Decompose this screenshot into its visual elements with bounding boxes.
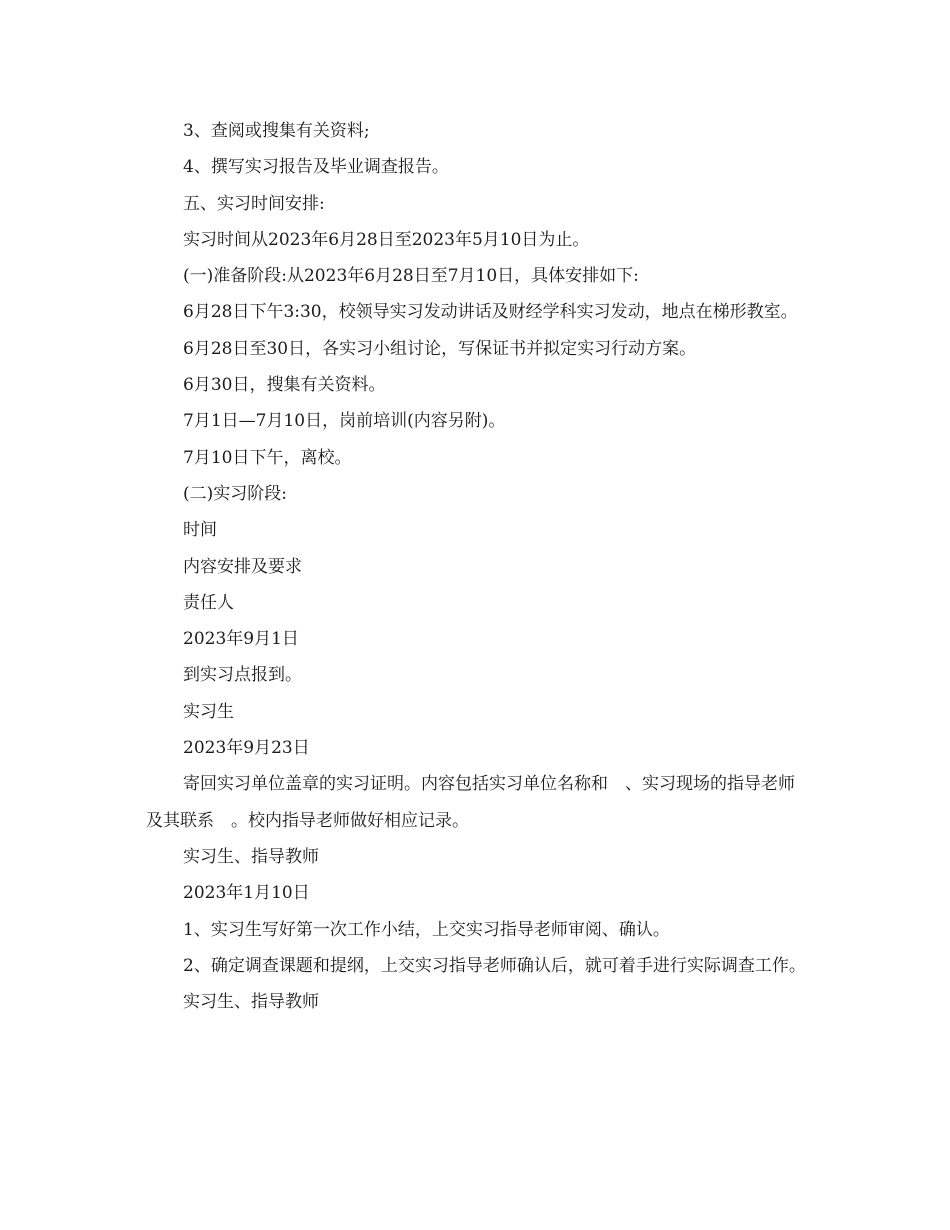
paragraph: 6月30日，搜集有关资料。 bbox=[183, 375, 386, 396]
table-cell: 2023年9月1日 bbox=[183, 629, 299, 650]
table-cell: 2023年1月10日 bbox=[183, 883, 310, 904]
paragraph: 4、撰写实习报告及毕业调查报告。 bbox=[183, 157, 449, 178]
paragraph: 7月1日—7月10日，岗前培训(内容另附)。 bbox=[183, 411, 506, 432]
table-cell: 实习生、指导教师 bbox=[183, 992, 319, 1013]
table-cell: 到实习点报到。 bbox=[183, 665, 302, 686]
table-cell: 2、确定调查课题和提纲，上交实习指导老师确认后，就可着手进行实际调查工作。 bbox=[183, 955, 806, 976]
table-cell: 寄回实习单位盖章的实习证明。内容包括实习单位名称和 、实习现场的指导老师及其联系 。校内指导老师做好相应记录。 bbox=[146, 774, 795, 831]
table-header-cell: 责任人 bbox=[183, 592, 234, 613]
paragraph: 实习时间从2023年6月28日至2023年5月10日为止。 bbox=[183, 229, 590, 250]
subsection-heading: (二)实习阶段: bbox=[183, 483, 287, 504]
table-cell: 2023年9月23日 bbox=[183, 738, 310, 759]
document-body bbox=[146, 113, 806, 1020]
paragraph: 6月28日至30日，各实习小组讨论，写保证书并拟定实习行动方案。 bbox=[183, 338, 697, 359]
table-cell: 1、实习生写好第一次工作小结，上交实习指导老师审阅、确认。 bbox=[183, 919, 670, 940]
table-header-cell: 时间 bbox=[183, 520, 217, 541]
paragraph: 7月10日下午，离校。 bbox=[183, 447, 352, 468]
table-cell: 实习生、指导教师 bbox=[183, 846, 319, 867]
table-header-cell: 内容安排及要求 bbox=[183, 556, 302, 577]
subsection-heading: (一)准备阶段:从2023年6月28日至7月10日，具体安排如下: bbox=[183, 266, 639, 287]
paragraph: 3、查阅或搜集有关资料; bbox=[183, 121, 370, 141]
section-heading: 五、实习时间安排: bbox=[183, 193, 325, 214]
table-cell: 实习生 bbox=[183, 701, 234, 722]
paragraph: 6月28日下午3:30，校领导实习发动讲话及财经学科实习发动，地点在梯形教室。 bbox=[183, 302, 798, 323]
